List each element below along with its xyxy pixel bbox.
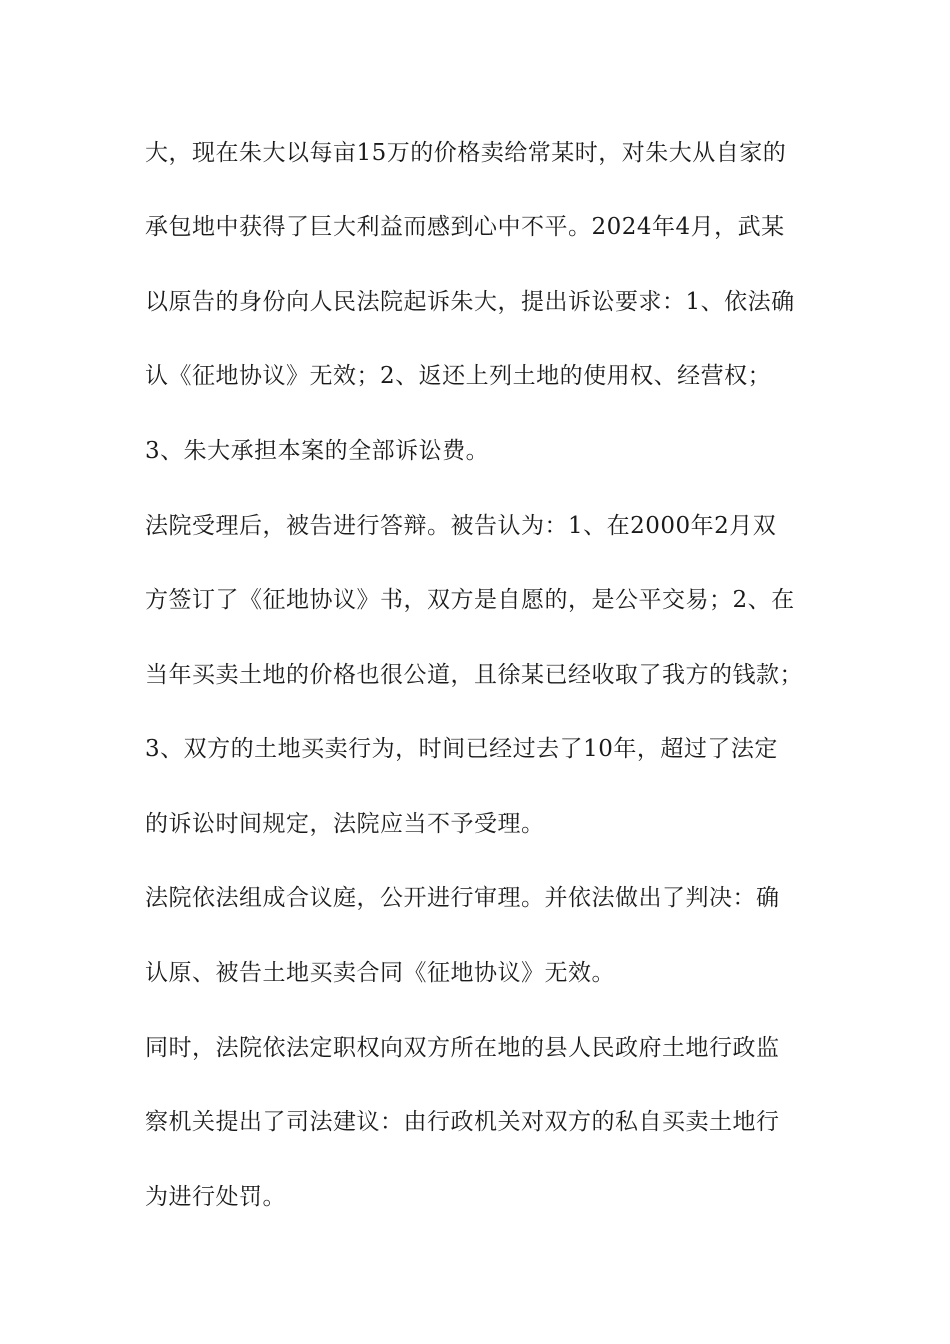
text-line: 的诉讼时间规定，法院应当不予受理。: [145, 811, 545, 837]
text-line: 为进行处罚。: [145, 1184, 286, 1210]
text-line: 当年买卖土地的价格也很公道，且徐某已经收取了我方的钱款；: [145, 662, 803, 688]
text-line: 承包地中获得了巨大利益而感到心中不平。2024年4月，武某: [145, 214, 785, 240]
text-line: 同时，法院依法定职权向双方所在地的县人民政府土地行政监: [145, 1035, 780, 1061]
text-line: 3、朱大承担本案的全部诉讼费。: [145, 438, 490, 464]
text-line: 认原、被告土地买卖合同《征地协议》无效。: [145, 960, 615, 986]
text-line: 以原告的身份向人民法院起诉朱大，提出诉讼要求：1、依法确: [145, 289, 795, 315]
text-line: 认《征地协议》无效；2、返还上列土地的使用权、经营权；: [145, 363, 772, 389]
text-line: 法院受理后，被告进行答辩。被告认为：1、在2000年2月双: [145, 513, 777, 539]
text-line: 察机关提出了司法建议：由行政机关对双方的私自买卖土地行: [145, 1109, 780, 1135]
text-line: 大，现在朱大以每亩15万的价格卖给常某时，对朱大从自家的: [145, 140, 787, 166]
text-line: 3、双方的土地买卖行为，时间已经过去了10年，超过了法定: [145, 736, 778, 762]
text-line: 法院依法组成合议庭，公开进行审理。并依法做出了判决：确: [145, 885, 780, 911]
text-line: 方签订了《征地协议》书，双方是自愿的，是公平交易；2、在: [145, 587, 795, 613]
